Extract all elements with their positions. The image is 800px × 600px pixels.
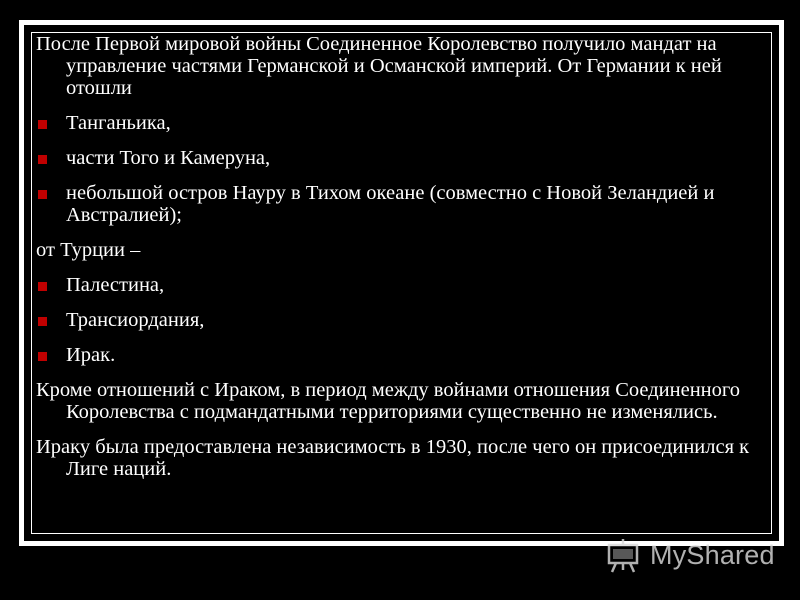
bullet-item-nauru: [36, 182, 766, 226]
watermark-text: MyShared: [650, 539, 775, 570]
presentation-board-icon: [604, 535, 644, 575]
bullet-text: Ирак.: [66, 344, 116, 366]
bullet-square-icon: [38, 155, 47, 164]
bullet-square-icon: [38, 282, 47, 291]
turkey-intro: от Турции –: [36, 239, 141, 261]
bullet-item-iraq: [36, 344, 766, 366]
bullet-item-togo-cameroon: [36, 147, 766, 169]
bullet-square-icon: [38, 317, 47, 326]
bullet-text: части Того и Камеруна,: [66, 147, 271, 169]
bullet-item-palestine: [36, 274, 766, 296]
relations-paragraph: Кроме отношений с Ираком, в период между войнами отношения Соединенного Королевства с подмандатными территориями существенно не изменялись.: [36, 379, 741, 423]
iraq-independence-paragraph: Ираку была предоставлена независимость в 1930, после чего он присоединился к Лиге наций.: [36, 436, 750, 480]
bullet-square-icon: [38, 120, 47, 129]
slide-content: [36, 33, 766, 493]
bullet-text: Трансиордания,: [66, 309, 205, 331]
bullet-square-icon: [38, 352, 47, 361]
bullet-text: Танганьика,: [66, 112, 171, 134]
bullet-text: небольшой остров Науру в Тихом океане (совместно с Новой Зеландией и Австралией);: [66, 182, 715, 226]
bullet-text: Палестина,: [66, 274, 165, 296]
watermark: [604, 535, 784, 575]
bullet-item-transjordan: [36, 309, 766, 331]
bullet-item-tanganyika: [36, 112, 766, 134]
bullet-square-icon: [38, 190, 47, 199]
intro-paragraph: После Первой мировой войны Соединенное Королевство получило мандат на управление частями Германской и Османской империй. От Германии к ней отошли: [36, 33, 722, 99]
